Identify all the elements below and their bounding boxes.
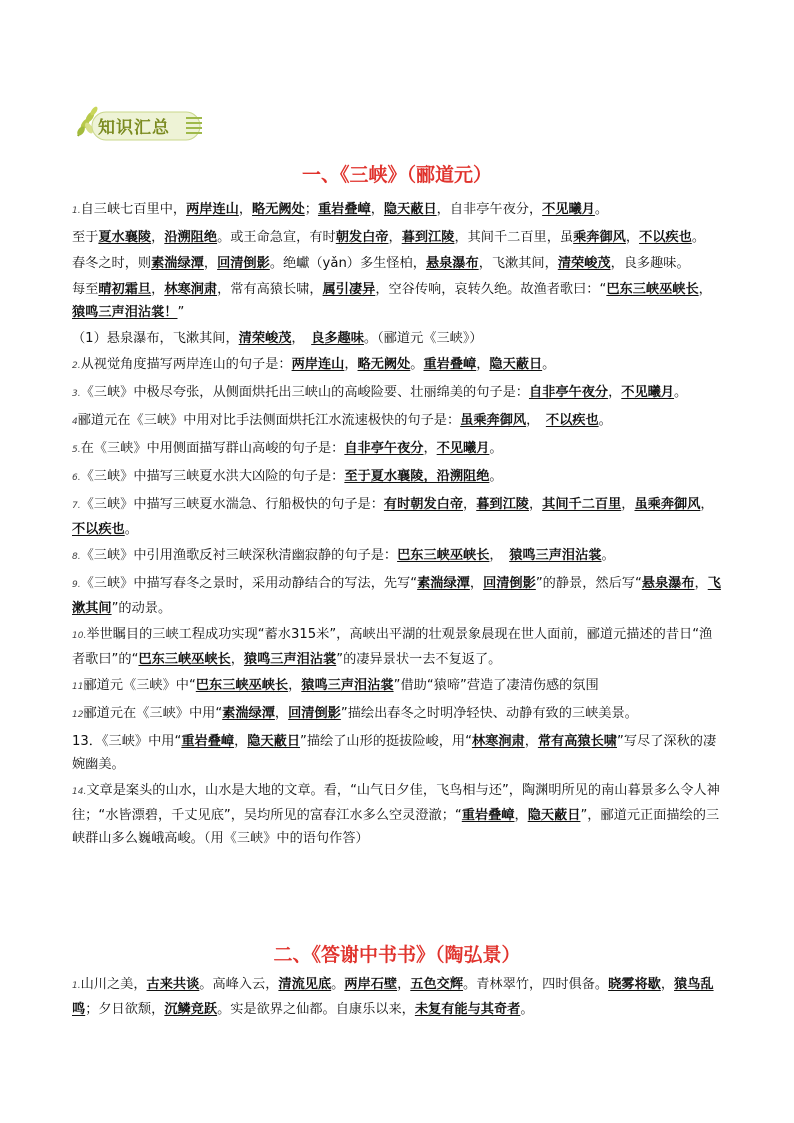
body-text: ， xyxy=(288,678,302,693)
body-text: 。 xyxy=(674,385,688,400)
body-text: 。 xyxy=(331,977,345,992)
item-number: 14. xyxy=(72,787,87,797)
answer-text: 猿鸟乱鸣 xyxy=(72,977,714,1017)
answer-text: 回清倒影 xyxy=(288,706,341,721)
answer-text: 不以疾也 xyxy=(545,413,599,428)
answer-text: 巴东三峡巫峡长 xyxy=(138,652,231,667)
body-text: ， xyxy=(234,734,248,749)
body-text: ， xyxy=(370,202,384,217)
body-text: 举世瞩目的三峡工程成功实现“蓄水315米”，高峡出平湖的壮观景象晨现在世人面前，郦道元描述的昔日“渔者歌曰”的“ xyxy=(72,627,713,667)
answer-text: 清荣峻茂 xyxy=(557,256,611,271)
body-text: 。实是欲界之仙都。自康乐以来， xyxy=(217,1002,415,1017)
body-text: ， xyxy=(489,548,510,563)
body-text: ， xyxy=(469,576,484,591)
section-title-daxie: 二、《答谢中书书》（陶弘景） xyxy=(273,944,521,966)
body-text: ”的静景，然后写“ xyxy=(535,576,642,591)
paragraph xyxy=(72,353,724,378)
paragraph xyxy=(72,730,724,776)
answer-text: 五色交辉 xyxy=(410,977,464,992)
body-text: ， xyxy=(423,441,437,456)
body-text: 《三峡》中描写春冬之景时，采用动静结合的写法，先写“ xyxy=(80,576,418,591)
body-text: 。 xyxy=(124,522,138,537)
paragraph xyxy=(72,973,724,1021)
body-text: ， xyxy=(388,230,402,245)
answer-text: 清荣峻茂 xyxy=(238,331,292,346)
answer-text: 猿鸣三声泪沾裳 xyxy=(301,678,394,693)
body-text: 自三峡七百里中， xyxy=(80,202,187,217)
answer-text: 朝发白帝 xyxy=(335,230,389,245)
answer-text: 回清倒影 xyxy=(483,576,536,591)
body-text: 郦道元《三峡》中“ xyxy=(83,678,196,693)
answer-text: 回清倒影 xyxy=(217,256,270,271)
answer-text: 猿鸣三声泪沾裳 xyxy=(243,652,337,667)
item-number: 1. xyxy=(72,206,81,216)
item-number: 2. xyxy=(72,361,81,371)
body-text: 《三峡》中描写三峡夏水湍急、行船极快的句子是： xyxy=(80,497,384,512)
body-text: 。 xyxy=(542,357,556,372)
body-text: ”写尽了深秋的凄婉幽美。 xyxy=(72,734,717,772)
answer-text: 虽乘奔御风 xyxy=(460,413,527,428)
answer-text: 猿鸣三声泪沾裳！ xyxy=(72,305,178,320)
answer-text: 暮到江陵 xyxy=(401,230,455,245)
body-text: ， xyxy=(274,706,289,721)
body-text: ” xyxy=(177,305,185,320)
answer-text: 至于夏水襄陵，沿溯阻绝 xyxy=(344,469,490,484)
answer-text: 隐天蔽日 xyxy=(247,734,301,749)
item-number: 1. xyxy=(72,981,81,991)
answer-text: 飞漱其间 xyxy=(72,576,721,616)
answer-text: 属引凄异 xyxy=(322,282,376,297)
answer-text: 略无阙处 xyxy=(357,357,411,372)
answer-text: 常有高猿长啸 xyxy=(537,734,617,749)
body-text: 在《三峡》中用侧面描写群山高峻的句子是： xyxy=(80,441,345,456)
section-body-sanxia xyxy=(72,198,724,853)
body-text: ， xyxy=(151,282,165,297)
item-number: 5. xyxy=(72,445,81,455)
paragraph xyxy=(72,674,724,699)
body-text: ， xyxy=(528,497,543,512)
answer-text: 两岸连山 xyxy=(186,202,239,217)
body-text: ， xyxy=(476,357,490,372)
body-text: ， xyxy=(660,977,675,992)
answer-text: 林寒涧肃 xyxy=(164,282,218,297)
body-text: 山川之美， xyxy=(80,977,147,992)
body-text: ， xyxy=(524,734,538,749)
body-text: 郦道元在《三峡》中用对比手法侧面烘托江水流速极快的句子是： xyxy=(77,413,461,428)
item-number: 8. xyxy=(72,552,81,562)
item-number: 11 xyxy=(72,682,84,692)
answer-text: 清流见底 xyxy=(278,977,332,992)
body-text: ，其间千二百里，虽 xyxy=(454,230,574,245)
answer-text: 古来共谈 xyxy=(146,977,200,992)
item-number: 3. xyxy=(72,389,81,399)
body-text: ， xyxy=(526,413,546,428)
body-text: ”借助“猿啼”营造了凄清伤感的氛围 xyxy=(393,678,599,693)
body-text: （1）悬泉瀑布，飞漱其间， xyxy=(72,331,239,346)
paragraph xyxy=(72,226,724,249)
body-text: 13．《三峡》中用“ xyxy=(72,734,182,749)
answer-text: 不以疾也 xyxy=(639,230,692,245)
paragraph xyxy=(72,544,724,569)
answer-text: 林寒涧肃 xyxy=(471,734,525,749)
paragraph xyxy=(72,409,724,434)
answer-text: 有时朝发白帝 xyxy=(383,497,464,512)
body-text: 。 xyxy=(601,548,615,563)
answer-text: 重岩叠嶂 xyxy=(317,202,371,217)
paragraph xyxy=(72,198,724,223)
body-text: 至于 xyxy=(72,230,99,245)
answer-text: 隐天蔽日 xyxy=(527,808,581,823)
body-text: ， xyxy=(151,230,165,245)
badge-decoration-lines xyxy=(186,117,202,137)
answer-text: 悬泉瀑布 xyxy=(641,576,695,591)
paragraph xyxy=(72,327,724,350)
answer-text: 巴东三峡巫峡长 xyxy=(195,678,289,693)
answer-text: 夏水襄陵 xyxy=(98,230,152,245)
item-number: 10. xyxy=(72,631,87,641)
answer-text: 巴东三峡巫峡长 xyxy=(606,282,699,297)
body-text: 。 xyxy=(691,230,705,245)
paragraph xyxy=(72,572,724,620)
body-text: ， xyxy=(698,282,712,297)
answer-text: 素湍绿潭 xyxy=(151,256,204,271)
item-number: 4 xyxy=(72,417,78,427)
body-text: ，良多趣味。 xyxy=(610,256,690,271)
body-text: ，自非亭午夜分， xyxy=(436,202,543,217)
body-text: ， xyxy=(514,808,528,823)
body-text: ，空谷传响，哀转久绝。故渔者歌曰：“ xyxy=(375,282,607,297)
answer-text: 乘奔御风 xyxy=(573,230,626,245)
item-number: 6. xyxy=(72,473,81,483)
answer-text: 猿鸣三声泪沾裳 xyxy=(509,548,602,563)
item-number: 9. xyxy=(72,580,81,590)
item-number: 7. xyxy=(72,501,81,511)
body-text: 。高峰入云， xyxy=(199,977,279,992)
answer-text: 不见曦月 xyxy=(436,441,490,456)
answer-text: 重岩叠嶂 xyxy=(181,734,235,749)
body-text: 。绝巘（yǎn）多生怪柏， xyxy=(269,256,426,271)
answer-text: 未复有能与其奇者 xyxy=(414,1002,521,1017)
body-text: 。青林翠竹，四时俱备。 xyxy=(463,977,609,992)
body-text: 每至 xyxy=(72,282,99,297)
body-text: ”的凄异景状一去不复返了。 xyxy=(336,652,502,667)
paragraph xyxy=(72,465,724,490)
answer-text: 悬泉瀑布 xyxy=(425,256,479,271)
answer-text: 自非亭午夜分 xyxy=(344,441,424,456)
body-text: 。 xyxy=(410,357,424,372)
section-title-sanxia: 一、《三峡》（郦道元） xyxy=(301,164,492,186)
paragraph xyxy=(72,493,724,541)
body-text: 文章是案头的山水，山水是大地的文章。看，“山气日夕佳，飞鸟相与还”，陶渊明所见的南山暮景多么令人神往；“水皆漂碧，千丈见底”，吴均所见的富春江水多么空灵澄澈；“ xyxy=(72,783,720,823)
answer-text: 晓雾将歇 xyxy=(608,977,661,992)
answer-text: 自非亭午夜分 xyxy=(528,385,609,400)
item-number: 12 xyxy=(72,710,84,720)
body-text: 郦道元在《三峡》中用“ xyxy=(83,706,223,721)
body-text: ， xyxy=(700,497,714,512)
body-text: ， xyxy=(230,652,244,667)
body-text: ”描绘出春冬之时明净轻快、动静有致的三峡美景。 xyxy=(340,706,638,721)
body-text: ”的动景。 xyxy=(111,601,172,616)
body-text: 。 xyxy=(598,413,612,428)
body-text: ，常有高猿长啸， xyxy=(217,282,323,297)
answer-text: 不见曦月 xyxy=(542,202,595,217)
body-text: ，飞漱其间， xyxy=(478,256,558,271)
badge-label: 知识汇总 xyxy=(98,118,170,138)
body-text: 《三峡》中极尽夸张，从侧面烘托出三峡山的高峻险要、壮丽绵美的句子是： xyxy=(80,385,529,400)
body-text: 《三峡》中引用渔歌反衬三峡深秋清幽寂静的句子是： xyxy=(80,548,398,563)
answer-text: 不以疾也 xyxy=(72,522,125,537)
body-text: 。或王命急宣，有时 xyxy=(217,230,336,245)
paragraph xyxy=(72,702,724,727)
body-text: ， xyxy=(608,385,622,400)
answer-text: 不见曦月 xyxy=(621,385,675,400)
body-text: 《三峡》中描写三峡夏水洪大凶险的句子是： xyxy=(80,469,345,484)
body-text: ；夕日欲颓， xyxy=(85,1002,165,1017)
answer-text: 素湍绿潭 xyxy=(222,706,275,721)
paragraph xyxy=(72,381,724,406)
answer-text: 素湍绿潭 xyxy=(417,576,470,591)
body-text: ， xyxy=(625,230,640,245)
answer-text: 巴东三峡巫峡长 xyxy=(397,548,490,563)
answer-text: 晴初霜旦 xyxy=(98,282,152,297)
answer-text: 略无阙处 xyxy=(252,202,305,217)
paragraph xyxy=(72,252,724,275)
body-text: ， xyxy=(344,357,358,372)
paragraph xyxy=(72,278,724,324)
body-text: 春冬之时，则 xyxy=(72,256,152,271)
paragraph xyxy=(72,779,724,850)
body-text: 。（郦道元《三峡》） xyxy=(363,331,483,346)
body-text: ”描绘了山形的挺拔险峻，用“ xyxy=(300,734,472,749)
body-text: ， xyxy=(291,331,312,346)
answer-text: 重岩叠嶂 xyxy=(423,357,477,372)
answer-text: 良多趣味 xyxy=(311,331,364,346)
body-text: 。 xyxy=(520,1002,534,1017)
answer-text: 隐天蔽日 xyxy=(489,357,543,372)
body-text: ， xyxy=(621,497,635,512)
body-text: ， xyxy=(397,977,411,992)
answer-text: 其间千二百里 xyxy=(542,497,622,512)
body-text: ， xyxy=(203,256,218,271)
answer-text: 沿溯阻绝 xyxy=(164,230,218,245)
body-text: ， xyxy=(694,576,708,591)
answer-text: 隐天蔽日 xyxy=(383,202,437,217)
section-body-daxie xyxy=(72,973,724,1024)
answer-text: 暮到江陵 xyxy=(476,497,529,512)
body-text: 。 xyxy=(489,469,503,484)
answer-text: 两岸连山 xyxy=(291,357,345,372)
answer-text: 沉鳞竞跃 xyxy=(164,1002,218,1017)
paragraph xyxy=(72,437,724,462)
answer-text: 重岩叠嶂 xyxy=(461,808,515,823)
body-text: ； xyxy=(304,202,318,217)
body-text: 。 xyxy=(594,202,609,217)
body-text: ”，郦道元正面描绘的三峡群山多么巍峨高峻。（用《三峡》中的语句作答） xyxy=(72,808,720,846)
paragraph xyxy=(72,623,724,671)
body-text: 从视觉角度描写两岸连山的句子是： xyxy=(80,357,292,372)
answer-text: 两岸石壁 xyxy=(344,977,398,992)
body-text: 。 xyxy=(489,441,503,456)
body-text: ， xyxy=(463,497,477,512)
answer-text: 虽乘奔御风 xyxy=(634,497,701,512)
body-text: ， xyxy=(238,202,253,217)
